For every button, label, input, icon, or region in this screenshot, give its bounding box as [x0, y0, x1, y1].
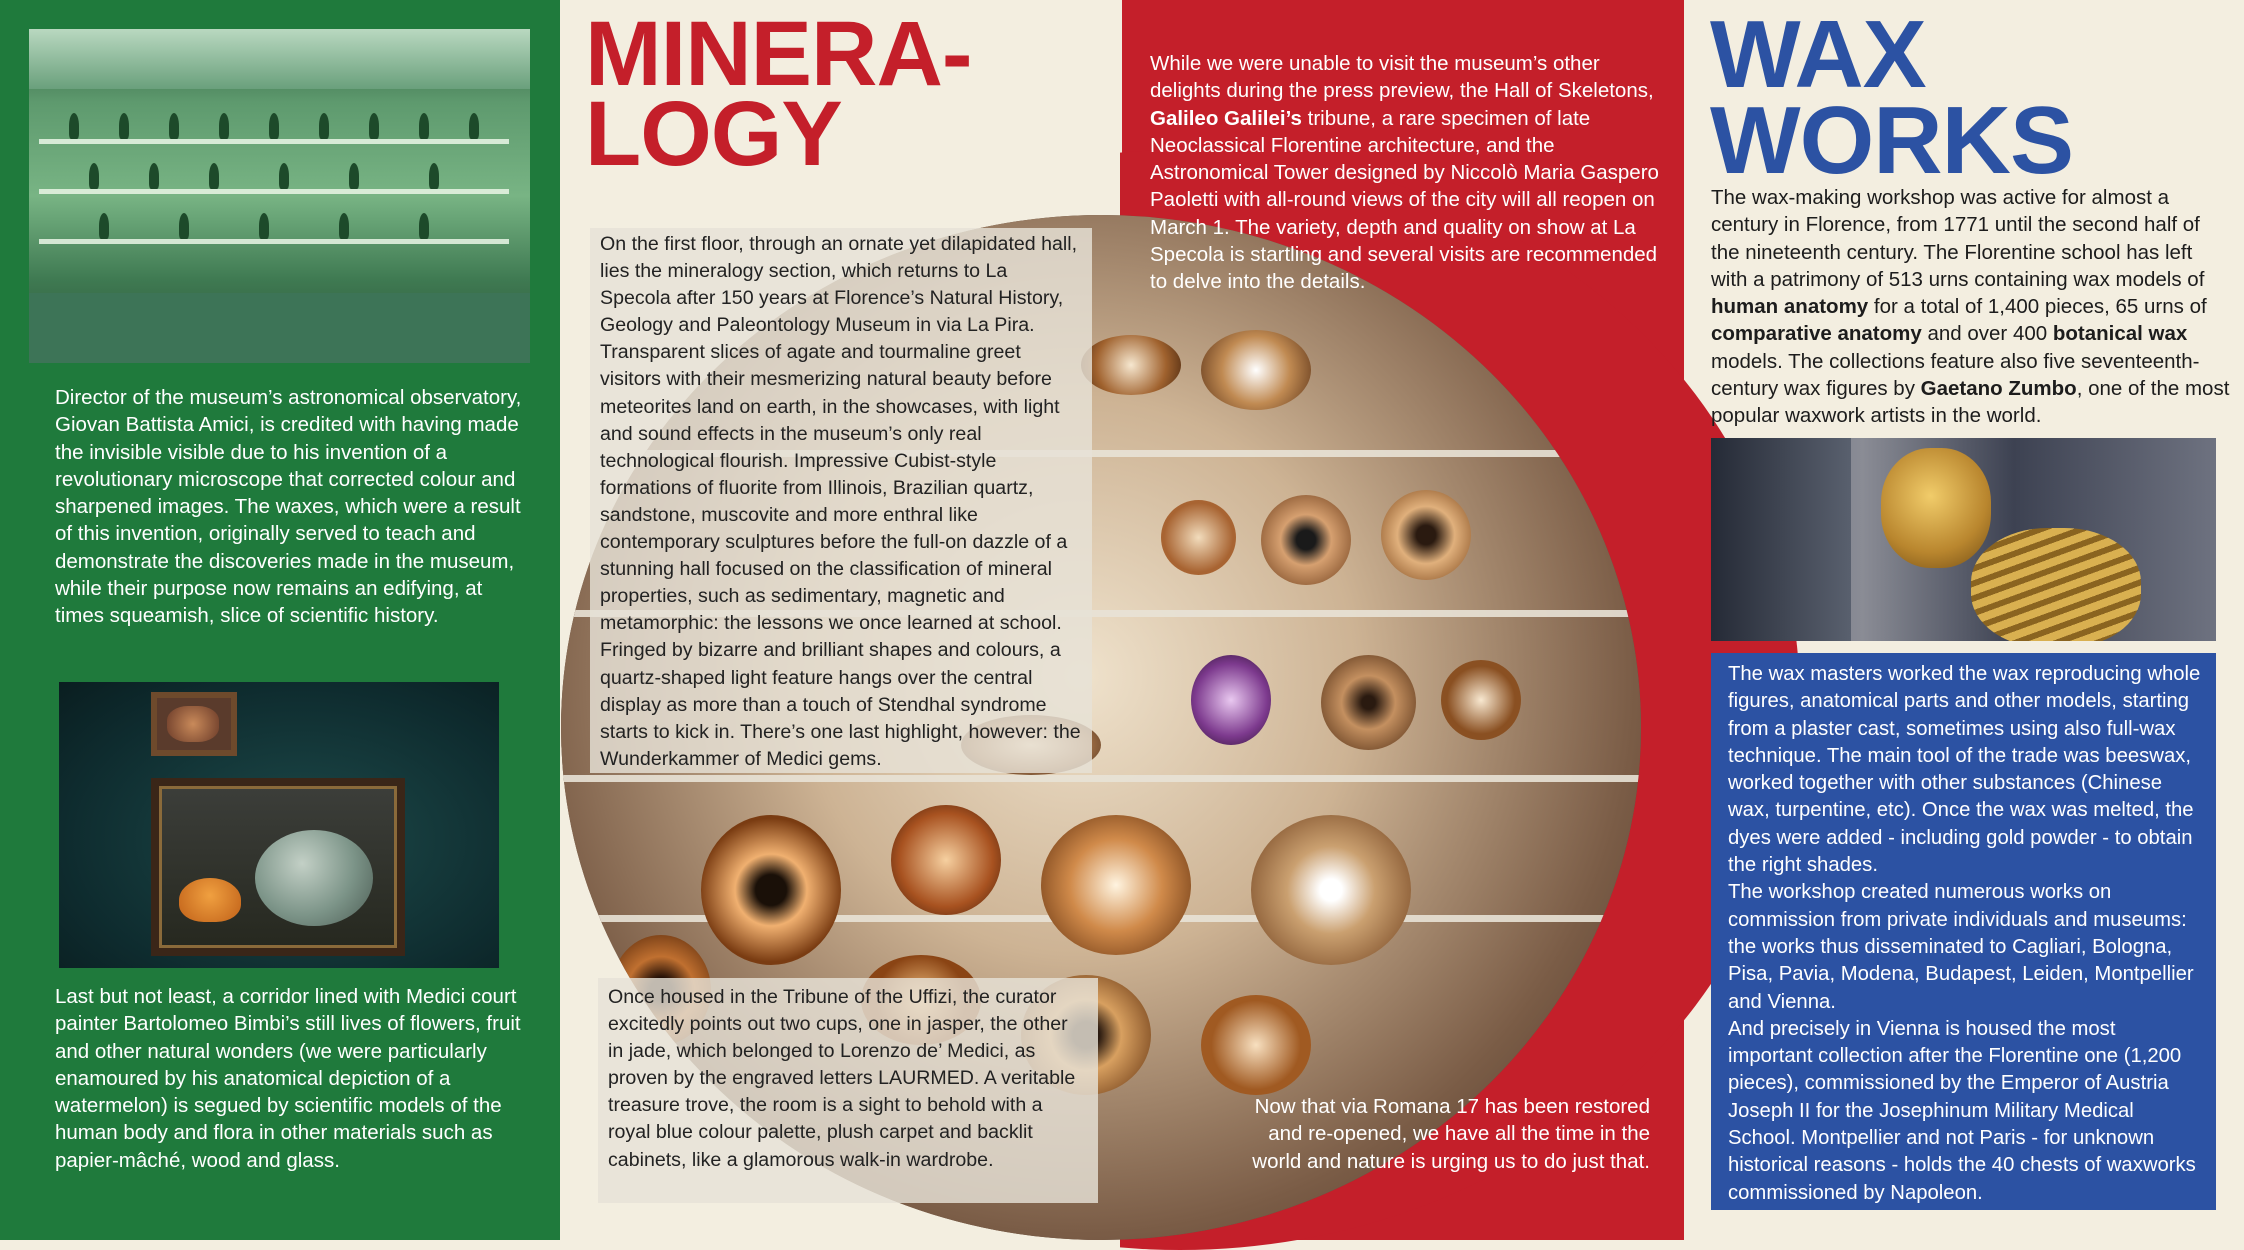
- red-intro-text-a: While we were unable to visit the museum’s other delights during the press preview, the Hall of Skeletons,: [1150, 52, 1654, 103]
- human-anatomy-bold: human anatomy: [1711, 295, 1869, 319]
- mineralogy-title-line1: MINERA-: [585, 3, 972, 105]
- wax-title-line1: WAX: [1710, 1, 1926, 108]
- comparative-anatomy-bold: comparative anatomy: [1711, 322, 1922, 346]
- wax-intro-text-3: and over 400: [1921, 322, 2053, 346]
- red-intro-text-b: tribune, a rare specimen of late Neoclassical Florentine architecture, and the Astronomical Tower designed by Niccolò Maria Gaspero Paoletti with all-round views of the city will all reopen on March 1. The variety, depth and quality on show at La Specola is startling and several visits are recommended to delve into the details.: [1150, 106, 1659, 294]
- bimbi-paragraph: Last but not least, a corridor lined with Medici court painter Bartolomeo Bimbi’s still lives of flowers, fruit and other natural wonders (we were particularly enamoured by his anatomical depiction of a watermelon) is segued by scientific models of the human body and flora in other materials such as papier-mâché, wood and glass.: [55, 985, 521, 1172]
- wax-box-paragraph-2: The workshop created numerous works on commission from private individuals and museums: the works thus disseminated to Cagliari, Bologna, Pisa, Pavia, Modena, Budapest, Leiden, Montpellier and Vienna.: [1728, 881, 2194, 1013]
- wax-text-box: [1711, 653, 2216, 1210]
- amici-paragraph: Director of the museum’s astronomical observatory, Giovan Battista Amici, is credited with having made the invisible visible due to his invention of a revolutionary microscope that corrected colour and sharpened images. The waxes, which were a result of this invention, originally served to teach and demonstrate the discoveries made in the museum, while their purpose now remains an edifying, at times squeamish, slice of scientific history.: [55, 386, 522, 628]
- botanical-wax-bold: botanical wax: [2052, 322, 2188, 346]
- galileo-bold: Galileo Galilei’s: [1150, 106, 1302, 130]
- mineralogy-title-line2: LOGY: [585, 83, 842, 185]
- wax-intro-text-5: , one of the most popular waxwork artists in the world.: [1711, 377, 2230, 428]
- wax-works-title: [1710, 1, 2073, 194]
- wax-intro-text-2: for a total of 1,400 pieces, 65 urns of: [1868, 295, 2207, 319]
- wax-intro-paragraph: [1711, 184, 2231, 430]
- wax-box-paragraph-1: The wax masters worked the wax reproducing whole figures, anatomical parts and other models, starting from a plaster cast, sometimes using also full-wax technique. The main tool of the trade was beeswax, worked together with other substances (Chinese wax, turpentine, etc). Once the wax was melted, the dyes were added - including gold powder - to obtain the right shades.: [1728, 663, 2201, 877]
- wax-title-line2: WORKS: [1710, 87, 2073, 194]
- uffizi-paragraph: Once housed in the Tribune of the Uffizi, the curator excitedly points out two cups, one in jasper, the other in jade, which belonged to Lorenzo de’ Medici, as proven by the engraved letters LAURMED. A veritable treasure trove, the room is a sight to behold with a royal blue colour palette, plush carpet and backlit cabinets, like a glamorous walk-in wardrobe.: [608, 986, 1076, 1171]
- wax-intro-text-4: models. The collections feature also five seventeenth-century wax figures by: [1711, 349, 2200, 401]
- wax-skeleton-photo: [1711, 438, 2216, 641]
- wax-box-paragraph-3: And precisely in Vienna is housed the most important collection after the Florentine one (1,200 pieces), commissioned by the Emperor of Austria Joseph II for the Josephinum Military Medical School. Montpellier and not Paris - for unknown historical reasons - holds the 40 chests of waxworks commissioned by Napoleon.: [1728, 1017, 2196, 1204]
- uffizi-text-box: [598, 978, 1098, 1203]
- botanical-wax-room-photo: [29, 29, 530, 363]
- wax-intro-text-1: The wax-making workshop was active for almost a century in Florence, from 1771 until the second half of the nineteenth century. The Florentine school has left with a patrimony of 513 urns containing wax models of: [1711, 186, 2205, 291]
- red-intro-paragraph: [1150, 50, 1660, 296]
- mineralogy-title: [585, 3, 972, 185]
- mineralogy-text-box: [590, 228, 1092, 773]
- closing-paragraph: Now that via Romana 17 has been restored and re-opened, we have all the time in the world and nature is urging us to do just that.: [1252, 1095, 1650, 1173]
- bimbi-painting-photo: [59, 682, 499, 968]
- gaetano-zumbo-bold: Gaetano Zumbo: [1920, 377, 2077, 401]
- mineralogy-paragraph: On the first floor, through an ornate yet dilapidated hall, lies the mineralogy section, which returns to La Specola after 150 years at Florence’s Natural History, Geology and Paleontology Museum in via La Pira. Transparent slices of agate and tourmaline greet visitors with their mesmerizing natural beauty before meteorites land on earth, in the showcases, with light and sound effects in the museum’s only real technological flourish. Impressive Cubist-style formations of fluorite from Illinois, Brazilian quartz, sandstone, muscovite and more enthral like contemporary sculptures before the full-on dazzle of a stunning hall focused on the classification of mineral properties, such as sedimentary, magnetic and metamorphic: the lessons we once learned at school. Fringed by bizarre and brilliant shapes and colours, a quartz-shaped light feature hangs over the central display as more than a touch of Stendhal syndrome starts to kick in. There’s one last highlight, however: the Wunderkammer of Medici gems.: [600, 233, 1081, 770]
